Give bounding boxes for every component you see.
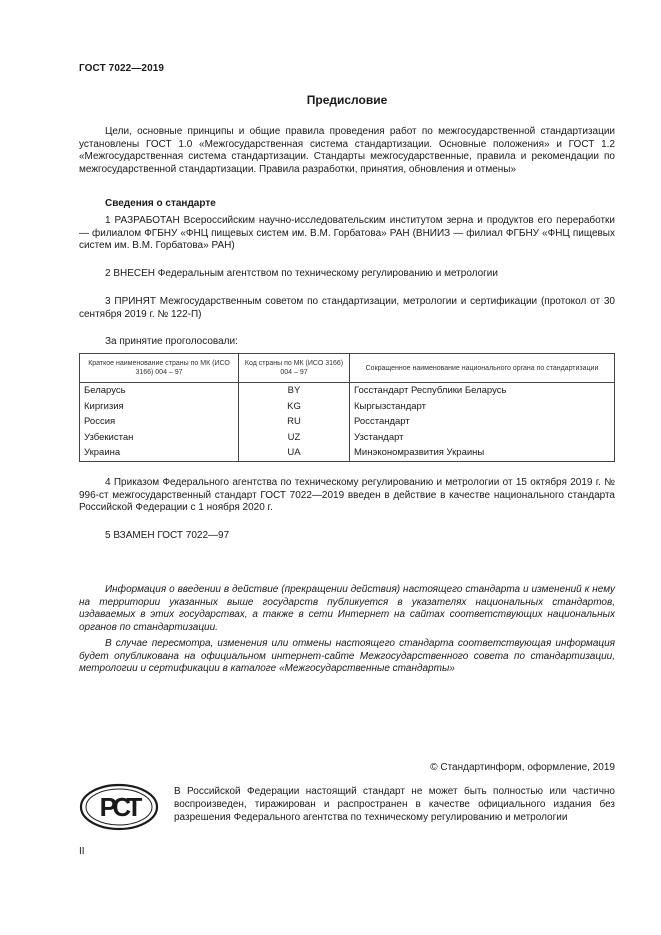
- table-row: [80, 414, 615, 430]
- logo-lettering: РСТ: [99, 792, 139, 822]
- body-cell: Кыргызстандарт: [350, 399, 615, 415]
- code-cell: RU: [239, 414, 350, 430]
- code-cell: KG: [239, 399, 350, 415]
- code-cell: BY: [239, 383, 350, 399]
- country-cell: Узбекистан: [80, 430, 239, 446]
- vote-table: [79, 353, 615, 462]
- item-enacted: 4 Приказом Федерального агентства по техническому регулированию и метрологии от 15 октября 2019 г. № 996-ст межгосударственный стандарт ГОСТ 7022—2019 введен в действие в качестве национального стандарта Российской Федерации с 1 ноября 2020 г.: [79, 477, 615, 514]
- info-note-revision: В случае пересмотра, изменения или отмены настоящего стандарта соответствующая информация будет опубликована на официальном интернет-сайте Межгосударственного совета по стандартизации, метрологии и сертификации в каталоге «Межгосударственные стандарты»: [79, 638, 615, 675]
- intro-paragraph: Цели, основные принципы и общие правила проведения работ по межгосударственной стандартизации установлены ГОСТ 1.0 «Межгосударственная система стандартизации. Основные положения» и ГОСТ 1.2 «Межгосударственная система стандартизации. Стандарты межгосударственные, правила и рекомендации по межгосударственной стандартизации. Правила разработки, принятия, обновления и отмены»: [79, 126, 615, 175]
- country-cell: Киргизия: [80, 399, 239, 415]
- country-cell: Россия: [80, 414, 239, 430]
- copyright-line: © Стандартинформ, оформление, 2019: [430, 762, 615, 773]
- item-introduced: 2 ВНЕСЕН Федеральным агентством по техническому регулированию и метрологии: [105, 268, 498, 279]
- page-number: II: [79, 846, 85, 857]
- table-row: [80, 383, 615, 399]
- body-cell: Госстандарт Республики Беларусь: [350, 383, 615, 399]
- document-code: ГОСТ 7022—2019: [79, 63, 165, 74]
- header-body: Сокращенное наименование национального органа по стандартизации: [350, 354, 615, 383]
- country-cell: Украина: [80, 445, 239, 461]
- copyright-notice: В Российской Федерации настоящий стандарт не может быть полностью или частично воспроизведен, тиражирован и распространен в качестве официального издания без разрешения Федерального агентства по техническому регулированию и метрологии: [174, 786, 615, 823]
- item-adopted: 3 ПРИНЯТ Межгосударственным советом по стандартизации, метрологии и сертификации (протокол от 30 сентября 2019 г. № 122-П): [79, 296, 615, 320]
- section-title: Сведения о стандарте: [105, 198, 216, 209]
- table-row: [80, 430, 615, 446]
- table-header-row: [80, 354, 615, 383]
- rst-conformity-mark-icon: [79, 783, 159, 831]
- header-country: Краткое наименование страны по МК (ИСО 3166) 004 – 97: [80, 354, 239, 383]
- body-cell: Росстандарт: [350, 414, 615, 430]
- country-cell: Беларусь: [80, 383, 239, 399]
- vote-label: За принятие проголосовали:: [105, 336, 238, 347]
- code-cell: UZ: [239, 430, 350, 446]
- table-row: [80, 445, 615, 461]
- code-cell: UA: [239, 445, 350, 461]
- item-replaces: 5 ВЗАМЕН ГОСТ 7022—97: [105, 530, 230, 541]
- info-note-enactment: Информация о введении в действие (прекращении действия) настоящего стандарта и изменений к нему на территории указанных выше государств публикуется в указателях национальных стандартов, издаваемых в этих государствах, а также в сети Интернет на сайтах соответствующих национальных органов по стандартизации.: [79, 584, 615, 633]
- table-row: [80, 399, 615, 415]
- item-developed: 1 РАЗРАБОТАН Всероссийским научно-исследовательским институтом зерна и продуктов его переработки — филиалом ФГБНУ «ФНЦ пищевых систем им. В.М. Горбатова» РАН (ВНИИЗ — филиал ФГБНУ «ФНЦ пищевых систем им. В.М. Горбатова» РАН): [79, 215, 615, 252]
- body-cell: Узстандарт: [350, 430, 615, 446]
- header-code: Код страны по МК (ИСО 3166) 004 – 97: [239, 354, 350, 383]
- page-title: Предисловие: [306, 93, 388, 107]
- body-cell: Минэкономразвития Украины: [350, 445, 615, 461]
